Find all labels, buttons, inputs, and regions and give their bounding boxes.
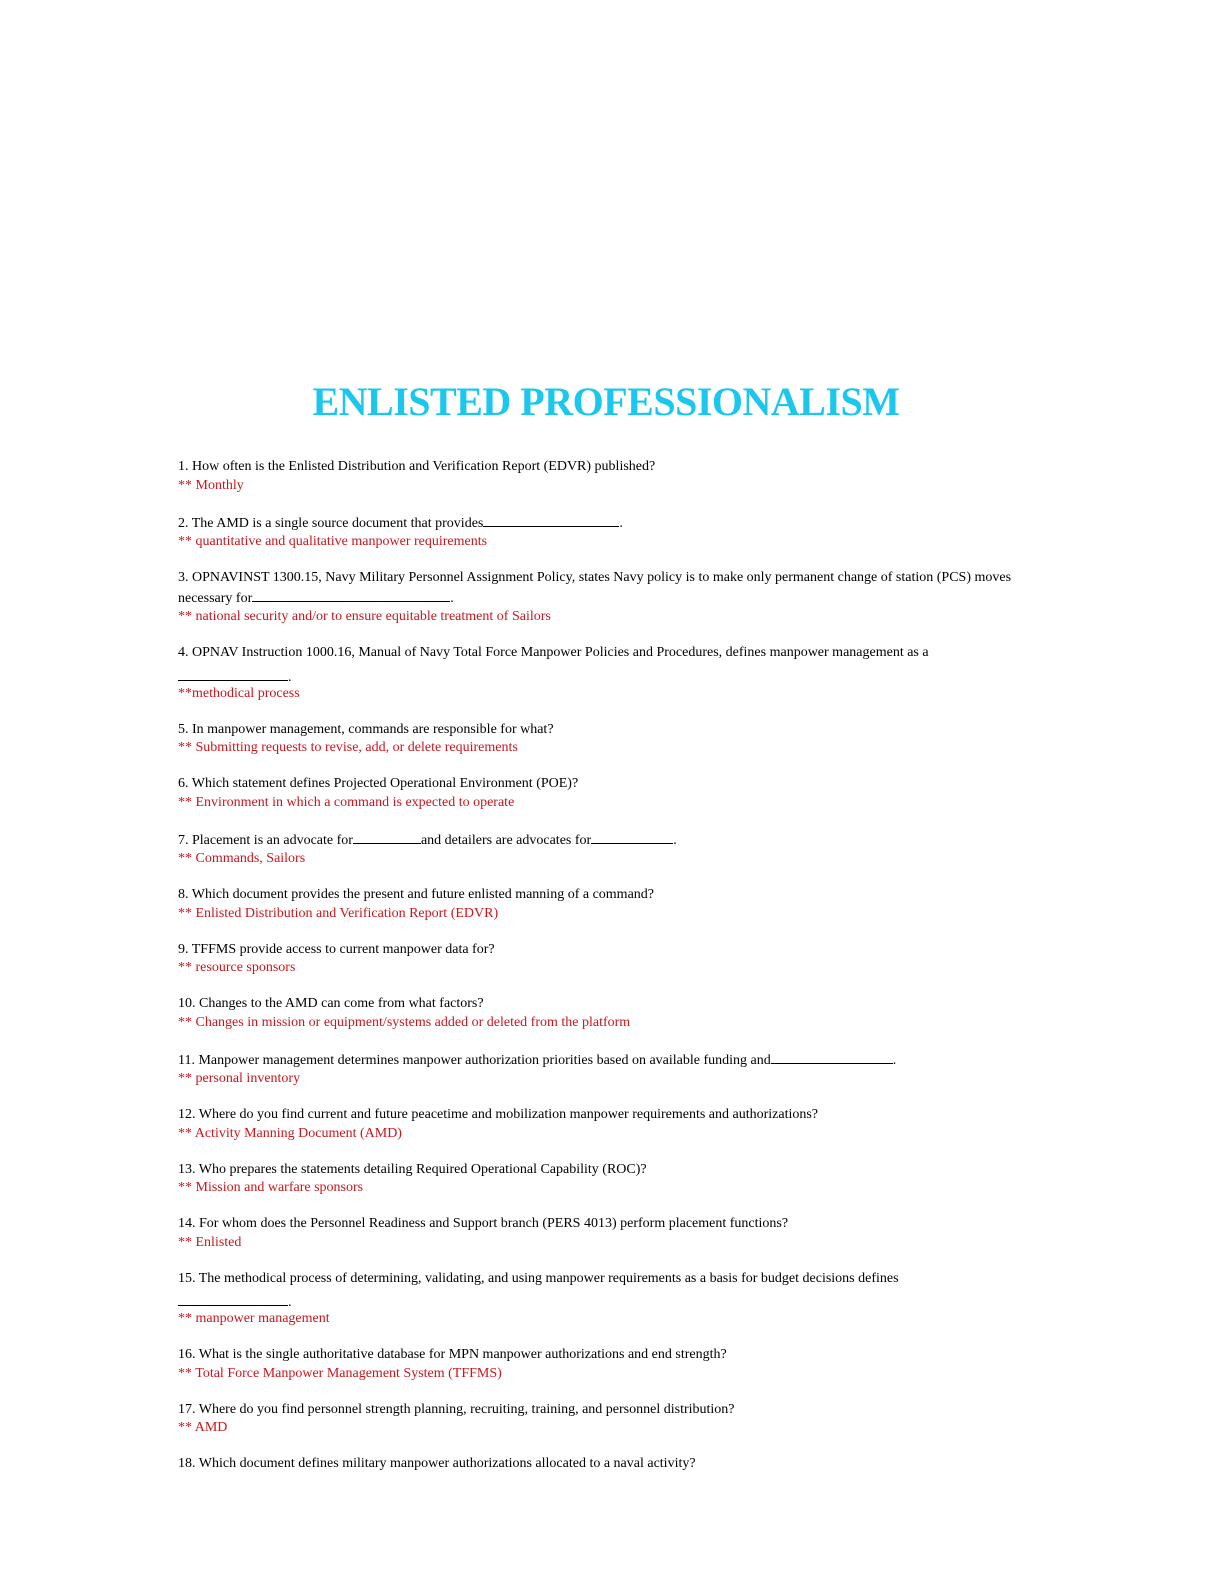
answer-text: ** quantitative and qualitative manpower requirements (178, 534, 488, 549)
question-text-end: . (288, 669, 292, 685)
qa-item-8 (178, 886, 1038, 923)
qa-item-9 (178, 941, 1038, 978)
qa-item-18 (178, 1455, 1038, 1474)
question-text: 1. How often is the Enlisted Distribution and Verification Report (EDVR) published? (178, 459, 656, 474)
qa-item-3 (178, 569, 1038, 627)
question-text: 5. In manpower management, commands are responsible for what? (178, 721, 554, 737)
answer-text: ** Enlisted (178, 1234, 242, 1250)
fill-in-blank (178, 667, 288, 681)
question-text: 17. Where do you find personnel strength planning, recruiting, training, and personnel distribution? (178, 1401, 735, 1417)
qa-item-2 (178, 513, 1038, 552)
question-text-end: . (450, 590, 454, 606)
question-text: 15. The methodical process of determining, validating, and using manpower requirements as a basis for budget decisions defines (178, 1270, 899, 1286)
question-text: 4. OPNAV Instruction 1000.16, Manual of Navy Total Force Manpower Policies and Procedures, defines manpower management as a (178, 645, 929, 660)
answer-text: ** manpower management (178, 1311, 330, 1326)
qa-item-17 (178, 1401, 1038, 1438)
question-text: 16. What is the single authoritative database for MPN manpower authorizations and end strength? (178, 1347, 727, 1362)
answer-text: ** national security and/or to ensure equitable treatment of Sailors (178, 609, 551, 624)
answer-text: ** Commands, Sailors (178, 851, 306, 866)
question-text-start: 7. Placement is an advocate for (178, 832, 353, 848)
answer-text: ** personal inventory (178, 1071, 301, 1086)
qa-item-13 (178, 1161, 1038, 1198)
fill-in-blank (483, 513, 619, 527)
answer-text: ** AMD (178, 1420, 228, 1435)
qa-item-15 (178, 1270, 1038, 1329)
question-text: 18. Which document defines military manpower authorizations allocated to a naval activity? (178, 1456, 696, 1471)
answer-text: ** Activity Manning Document (AMD) (178, 1125, 402, 1141)
qa-item-14 (178, 1215, 1038, 1252)
answer-text: ** Mission and warfare sponsors (178, 1180, 364, 1195)
page-title: ENLISTED PROFESSIONALISM (312, 379, 900, 424)
answer-text: ** Monthly (178, 477, 244, 493)
question-text: 6. Which statement defines Projected Operational Environment (POE)? (178, 776, 579, 791)
fill-in-blank (252, 588, 450, 602)
fill-in-blank (178, 1292, 288, 1306)
blank-line (178, 1292, 1038, 1310)
question-text (178, 513, 1038, 534)
answer-text: ** Total Force Manpower Management System (TFFMS) (178, 1365, 502, 1381)
question-text (178, 1050, 1038, 1071)
question-text-end: . (673, 832, 677, 848)
question-text-end: . (619, 515, 623, 531)
qa-item-10 (178, 995, 1038, 1032)
question-text: 14. For whom does the Personnel Readiness and Support branch (PERS 4013) perform placement functions? (178, 1216, 789, 1231)
question-text: 10. Changes to the AMD can come from what factors? (178, 996, 484, 1011)
question-text: 13. Who prepares the statements detailing Required Operational Capability (ROC)? (178, 1161, 647, 1177)
question-text-end: . (892, 1052, 897, 1068)
fill-in-blank (353, 830, 421, 844)
question-text: 9. TFFMS provide access to current manpower data for? (178, 941, 495, 957)
question-text (178, 569, 1038, 608)
answer-text: ** Enlisted Distribution and Verification Report (EDVR) (178, 905, 499, 921)
qa-item-1 (178, 458, 1038, 495)
qa-item-11 (178, 1050, 1038, 1089)
qa-item-5 (178, 721, 1038, 758)
answer-text: **methodical process (178, 685, 300, 701)
qa-item-12 (178, 1106, 1038, 1143)
answer-text: ** Changes in mission or equipment/systems added or deleted from the platform (178, 1014, 631, 1030)
question-text (178, 830, 1038, 851)
answer-text: ** Submitting requests to revise, add, or delete requirements (178, 740, 518, 755)
question-text-start: 11. Manpower management determines manpower authorization priorities based on available funding and (178, 1052, 771, 1068)
fill-in-blank (771, 1050, 893, 1064)
question-text-start: 2. The AMD is a single source document that provides (178, 515, 484, 531)
answer-text: ** Environment in which a command is expected to operate (178, 794, 515, 810)
answer-text: ** resource sponsors (178, 960, 296, 975)
qa-item-6 (178, 775, 1038, 812)
question-text-end: . (288, 1295, 292, 1310)
qa-item-16 (178, 1346, 1038, 1383)
question-text: 8. Which document provides the present and future enlisted manning of a command? (178, 887, 654, 902)
question-text-start: 3. OPNAVINST 1300.15, Navy Military Personnel Assignment Policy, states Navy policy is to make only permanent change of station (PCS) moves necessary for (178, 570, 1012, 606)
qa-item-7 (178, 830, 1038, 869)
question-list (178, 458, 1038, 1474)
question-text: 12. Where do you find current and future peacetime and mobilization manpower requirements and authorizations? (178, 1107, 819, 1122)
question-text-middle: and detailers are advocates for (420, 832, 592, 848)
fill-in-blank (591, 830, 673, 844)
qa-item-4 (178, 644, 1038, 703)
blank-line (178, 667, 1038, 685)
